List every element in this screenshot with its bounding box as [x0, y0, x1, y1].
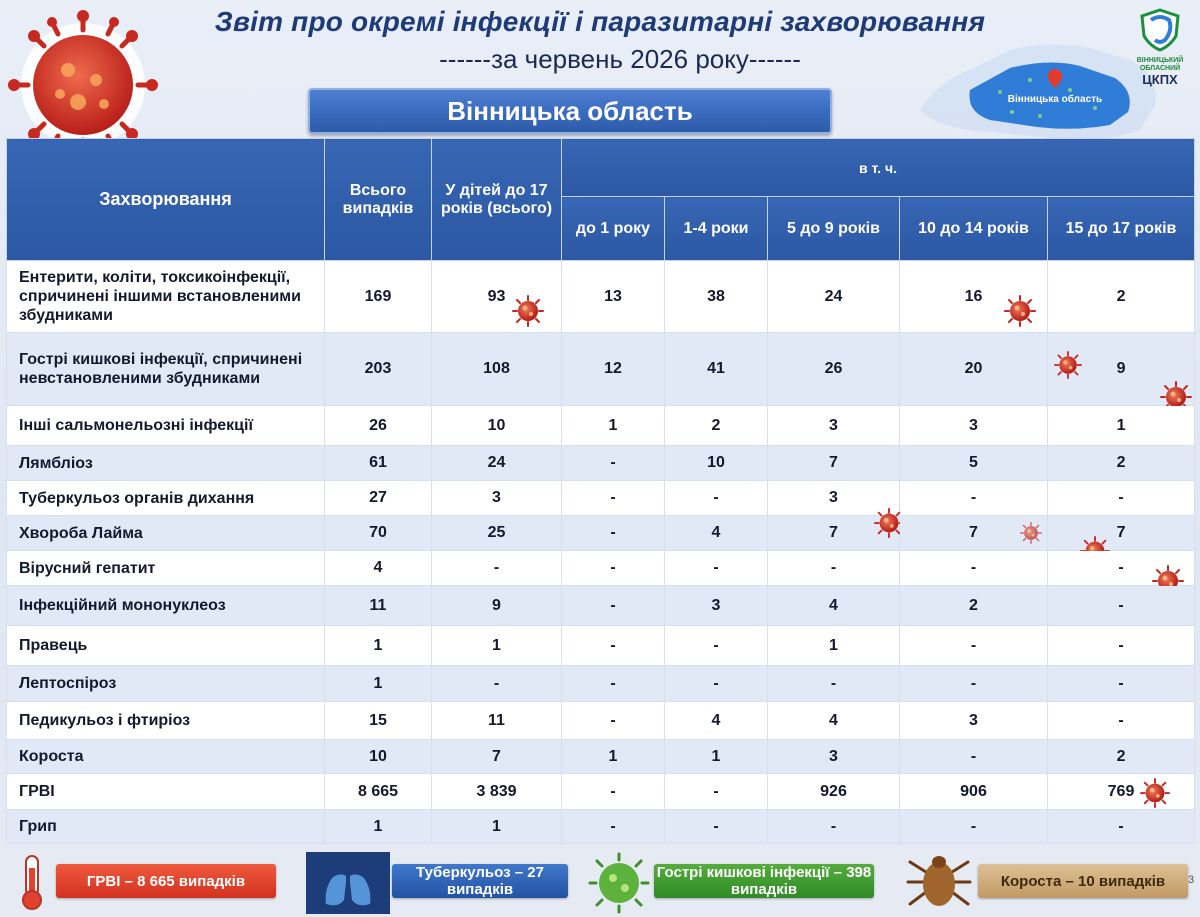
- children-cell: -: [432, 551, 562, 586]
- table-row: [7, 333, 1195, 406]
- disease-name: Короста: [7, 740, 325, 774]
- children-cell: 25: [432, 516, 562, 551]
- age-cell: 4: [665, 516, 768, 551]
- age-cell: 20: [900, 333, 1048, 406]
- age-cell: 5: [900, 446, 1048, 481]
- age-cell: 26: [768, 333, 900, 406]
- header-total: Всього випадків: [325, 139, 432, 261]
- summary-card-label: ГРВІ – 8 665 випадків: [56, 864, 276, 898]
- table-row: [7, 516, 1195, 551]
- age-cell: -: [768, 666, 900, 702]
- table-row: [7, 740, 1195, 774]
- disease-name: Хвороба Лайма: [7, 516, 325, 551]
- age-cell: -: [900, 551, 1048, 586]
- cph-logo: [1128, 8, 1192, 92]
- age-cell: [1048, 333, 1195, 406]
- green-virus-icon: [588, 852, 650, 914]
- disease-name: Лямбліоз: [7, 446, 325, 481]
- age-cell: -: [665, 481, 768, 516]
- age-cell: 2: [1048, 446, 1195, 481]
- age-value: 9: [1116, 360, 1126, 377]
- header-children: У дітей до 17 років (всього): [432, 139, 562, 261]
- disease-name: Правець: [7, 626, 325, 666]
- children-cell: 3: [432, 481, 562, 516]
- age-cell: 3: [768, 740, 900, 774]
- age-value: 7: [969, 524, 978, 541]
- header-including: в т. ч.: [562, 139, 1195, 197]
- report-header: [0, 0, 1200, 140]
- age-cell: 38: [665, 261, 768, 333]
- virus-icon: [512, 295, 544, 327]
- age-cell: 7: [768, 446, 900, 481]
- age-cell: -: [562, 810, 665, 844]
- age-cell: [768, 516, 900, 551]
- summary-card-label: Короста – 10 випадків: [978, 864, 1188, 898]
- virus-icon: [1054, 351, 1082, 379]
- table-row: [7, 810, 1195, 844]
- total-cell: 1: [325, 666, 432, 702]
- age-cell: 1: [768, 626, 900, 666]
- summary-card-tb: [300, 850, 580, 914]
- age-cell: -: [900, 626, 1048, 666]
- total-cell: 10: [325, 740, 432, 774]
- logo-line1: ВІННИЦЬКИЙ: [1136, 57, 1184, 64]
- logo-line2: ОБЛАСНИЙ: [1139, 65, 1181, 72]
- age-cell: 24: [768, 261, 900, 333]
- header-age-1: 1-4 роки: [665, 197, 768, 261]
- children-cell: 108: [432, 333, 562, 406]
- age-value: -: [1118, 559, 1124, 576]
- disease-name: Вірусний гепатит: [7, 551, 325, 586]
- age-cell: -: [1048, 481, 1195, 516]
- children-cell: 10: [432, 406, 562, 446]
- age-cell: -: [562, 702, 665, 740]
- table-row: [7, 551, 1195, 586]
- disease-name: Гострі кишкові інфекції, спричинені невстановленими збудниками: [7, 333, 325, 406]
- age-cell: 41: [665, 333, 768, 406]
- age-cell: 3: [768, 481, 900, 516]
- age-cell: 3: [900, 406, 1048, 446]
- region-banner: Вінницька область: [308, 88, 832, 134]
- table-row: [7, 626, 1195, 666]
- disease-name: Педикульоз і фтиріоз: [7, 702, 325, 740]
- disease-name: Ентерити, коліти, токсикоінфекції, спричинені іншими встановленими збудниками: [7, 261, 325, 333]
- age-cell: -: [665, 774, 768, 810]
- age-value: 7: [1116, 524, 1126, 541]
- age-cell: -: [1048, 702, 1195, 740]
- children-cell: [432, 261, 562, 333]
- age-cell: -: [1048, 666, 1195, 702]
- mite-icon: [904, 852, 974, 914]
- shield-logo-icon: [1138, 8, 1182, 52]
- age-cell: -: [900, 481, 1048, 516]
- age-cell: -: [562, 666, 665, 702]
- age-cell: 1: [665, 740, 768, 774]
- map-label: Вінницька область: [1007, 94, 1103, 105]
- footer-summary: [0, 846, 1200, 917]
- table-row: [7, 666, 1195, 702]
- children-cell: 11: [432, 702, 562, 740]
- total-cell: 11: [325, 586, 432, 626]
- summary-card-intestinal: [588, 850, 888, 914]
- age-cell: -: [665, 626, 768, 666]
- age-cell: [1048, 551, 1195, 586]
- total-cell: 1: [325, 626, 432, 666]
- table-row: [7, 481, 1195, 516]
- children-cell: 7: [432, 740, 562, 774]
- age-cell: 906: [900, 774, 1048, 810]
- virus-icon: [1004, 295, 1036, 327]
- header-disease: Захворювання: [7, 139, 325, 261]
- children-cell: 1: [432, 626, 562, 666]
- age-value: 769: [1107, 782, 1135, 800]
- disease-name: Грип: [7, 810, 325, 844]
- header-age-4: 15 до 17 років: [1048, 197, 1195, 261]
- total-cell: 8 665: [325, 774, 432, 810]
- age-cell: 926: [768, 774, 900, 810]
- header-age-3: 10 до 14 років: [900, 197, 1048, 261]
- report-period: ------за червень 2026 року------: [439, 44, 801, 74]
- total-cell: 15: [325, 702, 432, 740]
- age-cell: 4: [768, 586, 900, 626]
- age-cell: -: [665, 666, 768, 702]
- total-cell: 169: [325, 261, 432, 333]
- thermometer-icon: [14, 854, 50, 912]
- age-cell: -: [900, 740, 1048, 774]
- age-cell: -: [562, 446, 665, 481]
- disease-name: Лептоспіроз: [7, 666, 325, 702]
- children-cell: 24: [432, 446, 562, 481]
- table-row: [7, 446, 1195, 481]
- age-cell: 1: [562, 740, 665, 774]
- age-cell: 4: [768, 702, 900, 740]
- age-cell: 4: [665, 702, 768, 740]
- age-cell: -: [562, 774, 665, 810]
- virus-icon: [1140, 778, 1170, 808]
- header-age-2: 5 до 9 років: [768, 197, 900, 261]
- disease-name: Туберкульоз органів дихання: [7, 481, 325, 516]
- table-row: [7, 261, 1195, 333]
- children-cell: 9: [432, 586, 562, 626]
- age-cell: 13: [562, 261, 665, 333]
- table-row: [7, 702, 1195, 740]
- age-cell: 1: [562, 406, 665, 446]
- age-cell: -: [768, 810, 900, 844]
- summary-card-label: Гострі кишкові інфекції – 398 випадків: [654, 864, 874, 898]
- age-cell: 2: [1048, 740, 1195, 774]
- report-title: Звіт про окремі інфекції і паразитарні захворювання: [214, 6, 986, 37]
- summary-card-scabies: [896, 850, 1200, 914]
- age-cell: [1048, 774, 1195, 810]
- age-cell: [900, 261, 1048, 333]
- header-age-0: до 1 року: [562, 197, 665, 261]
- age-cell: -: [1048, 810, 1195, 844]
- age-cell: 3: [665, 586, 768, 626]
- total-cell: 4: [325, 551, 432, 586]
- age-cell: -: [900, 666, 1048, 702]
- age-cell: -: [562, 626, 665, 666]
- disease-name: Інфекційний мононуклеоз: [7, 586, 325, 626]
- age-cell: -: [665, 551, 768, 586]
- disease-name: Інші сальмонельозні інфекції: [7, 406, 325, 446]
- age-cell: -: [562, 586, 665, 626]
- virus-icon: [1020, 522, 1042, 544]
- infections-table: [6, 138, 1195, 844]
- age-cell: 12: [562, 333, 665, 406]
- summary-card-label: Туберкульоз – 27 випадків: [392, 864, 568, 898]
- total-cell: 1: [325, 810, 432, 844]
- total-cell: 27: [325, 481, 432, 516]
- age-cell: -: [768, 551, 900, 586]
- age-cell: [900, 516, 1048, 551]
- age-value: 7: [829, 524, 838, 541]
- age-cell: 2: [1048, 261, 1195, 333]
- age-cell: -: [665, 810, 768, 844]
- logo-line3: ЦКПХ: [1142, 72, 1178, 87]
- age-cell: 3: [768, 406, 900, 446]
- children-cell: -: [432, 666, 562, 702]
- age-cell: -: [1048, 626, 1195, 666]
- age-cell: -: [562, 551, 665, 586]
- age-cell: -: [562, 481, 665, 516]
- age-value: 16: [964, 287, 983, 305]
- total-cell: 61: [325, 446, 432, 481]
- children-cell: 3 839: [432, 774, 562, 810]
- total-cell: 26: [325, 406, 432, 446]
- table-row: [7, 406, 1195, 446]
- age-cell: -: [900, 810, 1048, 844]
- age-cell: 2: [665, 406, 768, 446]
- summary-card-arvi: [0, 850, 290, 914]
- table-row: [7, 774, 1195, 810]
- children-cell: 1: [432, 810, 562, 844]
- age-cell: -: [562, 516, 665, 551]
- age-cell: [1048, 516, 1195, 551]
- age-cell: -: [1048, 586, 1195, 626]
- total-cell: 203: [325, 333, 432, 406]
- lungs-icon: [306, 852, 390, 914]
- age-cell: 3: [900, 702, 1048, 740]
- table-row: [7, 586, 1195, 626]
- page-number: 3: [1188, 874, 1195, 886]
- disease-name: ГРВІ: [7, 774, 325, 810]
- children-value: 93: [487, 287, 506, 305]
- age-cell: 10: [665, 446, 768, 481]
- total-cell: 70: [325, 516, 432, 551]
- age-cell: 2: [900, 586, 1048, 626]
- age-cell: 1: [1048, 406, 1195, 446]
